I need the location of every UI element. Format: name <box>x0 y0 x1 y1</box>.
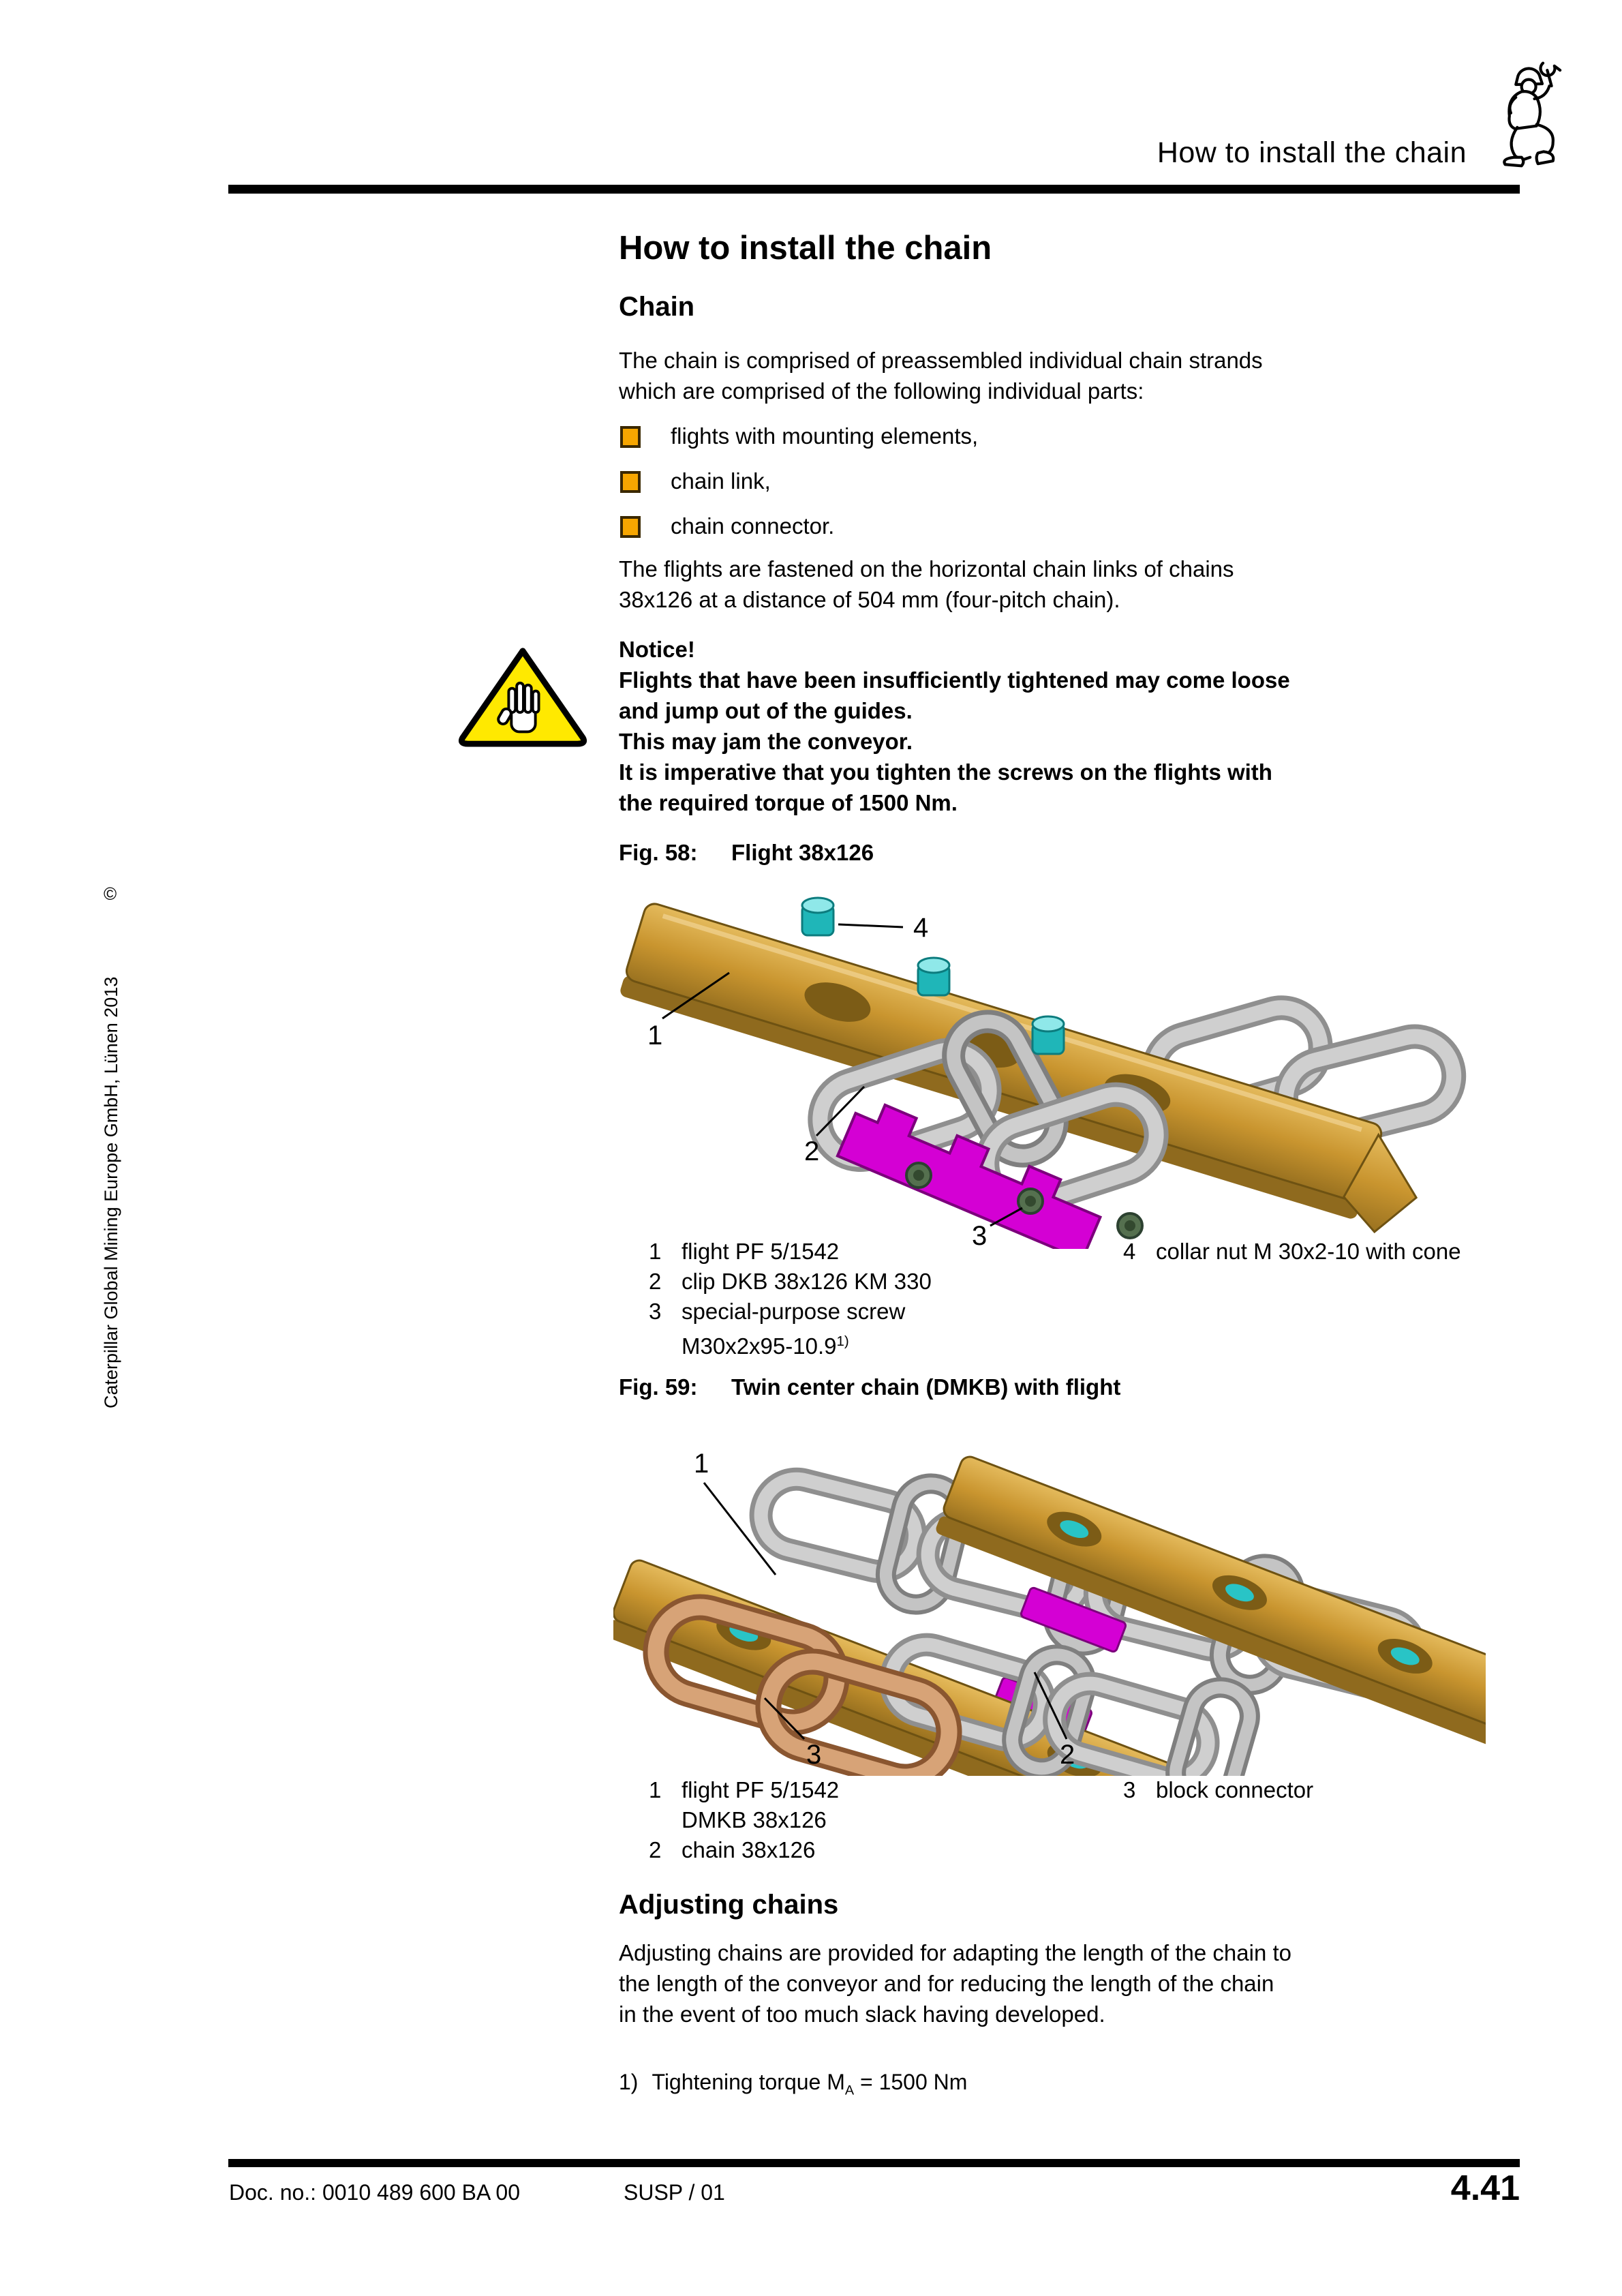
text-line: The chain is comprised of preassembled individual chain strands <box>619 348 1263 373</box>
figure-title: Twin center chain (DMKB) with flight <box>731 1374 1121 1400</box>
part-label-continued <box>682 1805 839 1835</box>
footer-rule <box>228 2159 1520 2167</box>
notice-line: Flights that have been insufficiently tightened may come loose <box>619 667 1290 693</box>
figure-number: Fig. 59: <box>619 1374 698 1400</box>
text-line: 38x126 at a distance of 504 mm (four-pitch chain). <box>619 587 1120 612</box>
part-label: collar nut M 30x2-10 with cone <box>1156 1239 1461 1264</box>
adjusting-paragraph <box>619 1937 1291 2029</box>
part-label: flight PF 5/1542 <box>682 1777 840 1802</box>
list-item <box>619 466 978 511</box>
list-item-label: chain link, <box>671 468 771 494</box>
notice-block <box>619 634 1290 818</box>
figure-59-caption <box>619 1374 1120 1400</box>
figure-58-illustration <box>613 881 1486 1249</box>
figure-title: Flight 38x126 <box>731 840 874 865</box>
text-line: the length of the conveyor and for reducing the length of the chain <box>619 1971 1274 1996</box>
footnote-subscript: A <box>844 2083 855 2098</box>
list-item-label: flights with mounting elements, <box>671 423 979 449</box>
part-item <box>1123 1237 1461 1267</box>
footnote <box>619 2070 967 2098</box>
footnote-text: = 1500 Nm <box>854 2070 968 2094</box>
notice-title: Notice! <box>619 637 695 662</box>
part-label: M30x2x95-10.9 <box>682 1333 837 1359</box>
footnote-text: Tightening torque M <box>652 2070 845 2094</box>
part-number: 3 <box>1123 1777 1136 1802</box>
part-item <box>649 1297 932 1327</box>
callout-2: 2 <box>1060 1740 1075 1770</box>
running-header-title: How to install the chain <box>1157 136 1467 169</box>
part-item <box>649 1775 839 1805</box>
section-heading-adjusting-chains: Adjusting chains <box>619 1890 839 1920</box>
figure-59-parts-right <box>1123 1775 1313 1805</box>
notice-line: and jump out of the guides. <box>619 698 913 723</box>
callout-1: 1 <box>694 1449 709 1479</box>
part-number: 1 <box>649 1239 662 1264</box>
figure-59-parts-left <box>649 1775 839 1865</box>
part-item <box>649 1237 932 1267</box>
square-bullet-icon <box>620 426 641 448</box>
part-item <box>649 1267 932 1297</box>
section-heading-chain: Chain <box>619 292 695 322</box>
text-line: Adjusting chains are provided for adapting the length of the chain to <box>619 1940 1292 1965</box>
chain-parts-list <box>619 421 978 556</box>
part-label: DMKB 38x126 <box>682 1807 827 1832</box>
figure-58-parts-right <box>1123 1237 1461 1267</box>
list-item <box>619 421 978 466</box>
square-bullet-icon <box>620 471 641 493</box>
callout-4: 4 <box>913 913 929 943</box>
part-label: flight PF 5/1542 <box>682 1239 840 1264</box>
part-item <box>649 1835 839 1865</box>
header-rule <box>228 185 1520 194</box>
part-label: clip DKB 38x126 KM 330 <box>682 1269 932 1294</box>
callout-3: 3 <box>806 1740 822 1770</box>
callout-1: 1 <box>647 1021 663 1051</box>
warning-hand-icon <box>455 644 590 748</box>
part-number: 2 <box>649 1837 662 1862</box>
list-item-label: chain connector. <box>671 513 835 539</box>
page-number: 4.41 <box>1450 2169 1520 2208</box>
footnote-marker: 1) <box>619 2070 639 2094</box>
worker-with-wrench-icon <box>1484 55 1570 176</box>
page-title: How to install the chain <box>619 230 992 267</box>
flights-paragraph <box>619 554 1234 615</box>
part-item <box>1123 1775 1313 1805</box>
part-label: special-purpose screw <box>682 1299 906 1324</box>
text-line: which are comprised of the following individual parts: <box>619 378 1144 404</box>
chain-intro-paragraph <box>619 345 1263 406</box>
part-number: 1 <box>649 1777 662 1802</box>
footer-doc-number: Doc. no.: 0010 489 600 BA 00 <box>229 2180 520 2205</box>
notice-line: This may jam the conveyor. <box>619 729 913 754</box>
list-item <box>619 511 978 556</box>
part-label: block connector <box>1156 1777 1314 1802</box>
callout-2: 2 <box>804 1136 820 1166</box>
part-number: 3 <box>649 1299 662 1324</box>
part-label-continued <box>682 1327 932 1361</box>
publisher-sidebar-text: Caterpillar Global Mining Europe GmbH, Lünen 2013 <box>101 976 121 1408</box>
text-line: in the event of too much slack having developed. <box>619 2002 1105 2027</box>
part-label: chain 38x126 <box>682 1837 816 1862</box>
part-number: 4 <box>1123 1239 1136 1264</box>
figure-58-parts-left <box>649 1237 932 1361</box>
square-bullet-icon <box>620 516 641 538</box>
figure-59-illustration <box>613 1421 1486 1776</box>
figure-58-caption <box>619 840 874 866</box>
notice-line: the required torque of 1500 Nm. <box>619 790 958 815</box>
callout-3: 3 <box>972 1221 988 1249</box>
footnote-reference: 1) <box>836 1333 849 1349</box>
footer-doc-code: SUSP / 01 <box>624 2180 725 2205</box>
copyright-symbol: © <box>104 883 117 904</box>
notice-line: It is imperative that you tighten the screws on the flights with <box>619 759 1272 785</box>
figure-number: Fig. 58: <box>619 840 698 865</box>
text-line: The flights are fastened on the horizontal chain links of chains <box>619 556 1234 581</box>
part-number: 2 <box>649 1269 662 1294</box>
